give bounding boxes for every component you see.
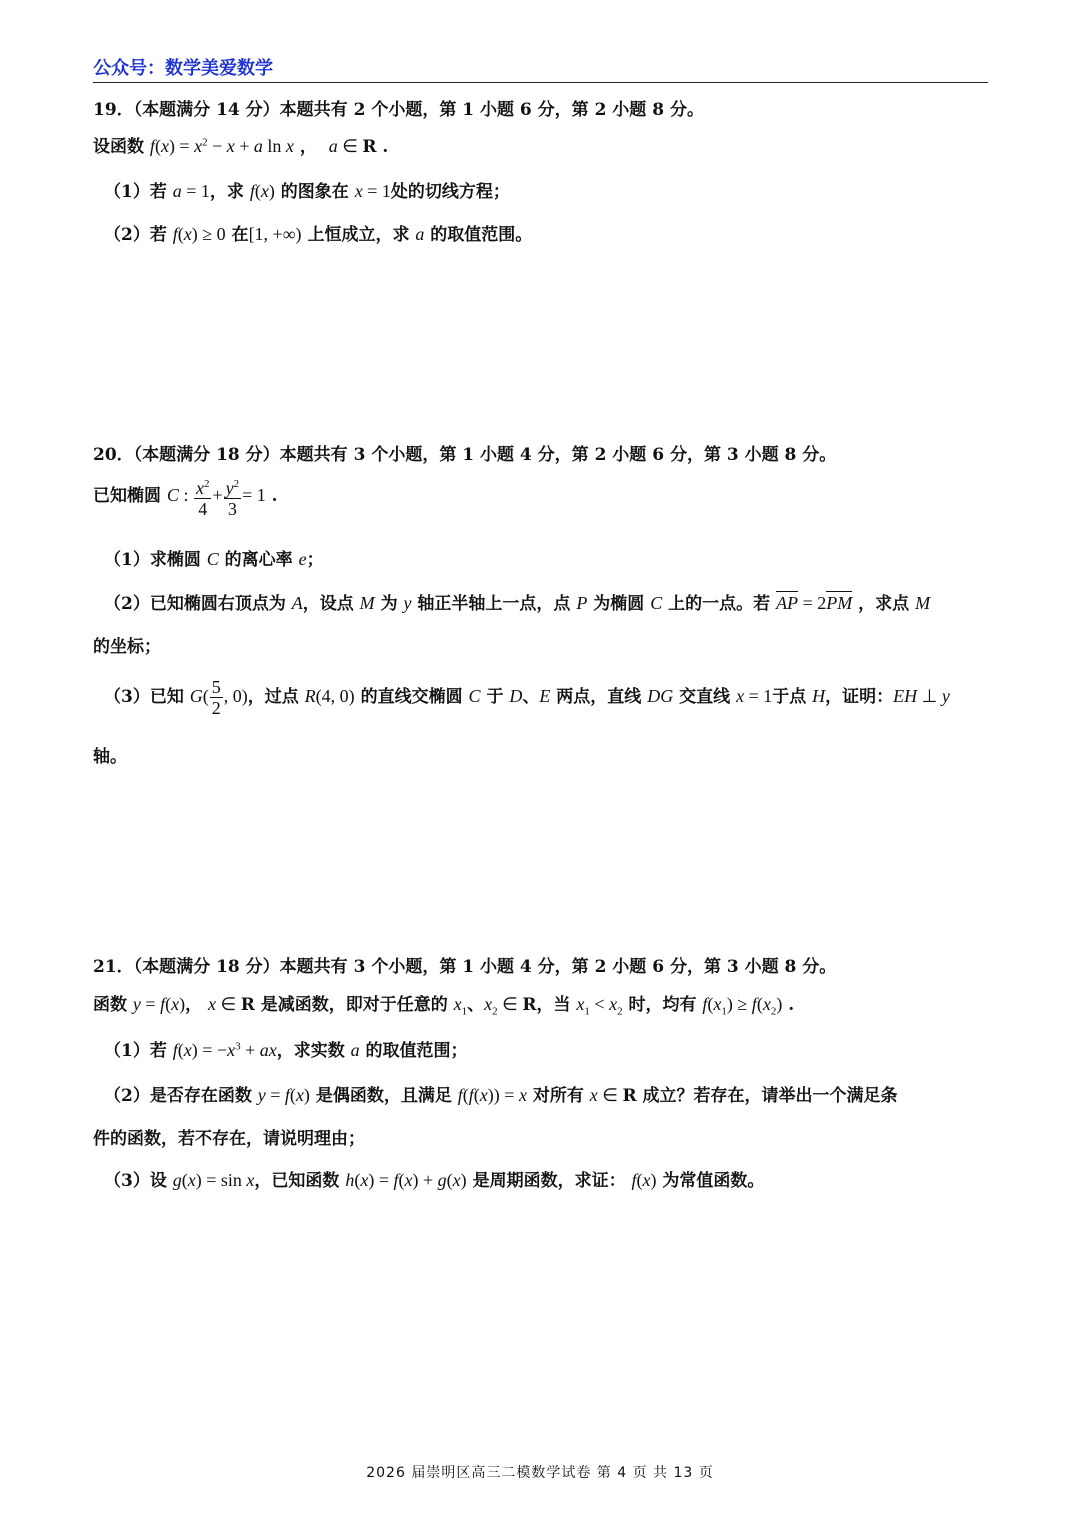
header-title: 公众号：数学美爱数学 — [93, 58, 273, 79]
q21-part1: （1）若 $f(x) = -x^3$ + ax，求实数 a 的取值范围； — [104, 1040, 468, 1061]
q20-part3: （3）已知 G( $\frac{5}{2}$ , 0)，过点 R(4, 0) 的直线交椭圆 C 于 D、E 两点，直线 DG 交直线 x = 1于点 H，证明：EH ⊥ y — [104, 677, 950, 718]
q21-stem: 函数 y = f(x)， x ∈ R 是减函数，即对于任意的 $x_1$、$x_2$ ∈ R，当 $x_1 < x_2$ 时，均有 $f(x_1) \ge f(x_2)$ . — [93, 994, 795, 1018]
q20-part1: （1）求椭圆 C 的离心率 e； — [104, 549, 324, 570]
q20-heading: 20．（本题满分 18 分）本题共有 3 个小题，第 1 小题 4 分，第 2 小题 6 分，第 3 小题 8 分。 — [93, 445, 837, 465]
q21-part2: （2）是否存在函数 y = f(x) 是偶函数，且满足 f(f(x)) = x 对所有 x ∈ R 成立？若存在，请举出一个满足条 — [104, 1085, 898, 1106]
page-header — [93, 54, 988, 83]
q21-part3: （3）设 g(x) = sin x，已知函数 h(x) = f(x) + g(x) 是周期函数，求证： f(x) 为常值函数。 — [104, 1170, 765, 1191]
page-footer: 2026 届崇明区高三二模数学试卷 第 4 页 共 13 页 — [366, 1465, 714, 1481]
q19-heading: 19．（本题满分 14 分）本题共有 2 个小题，第 1 小题 6 分，第 2 小题 8 分。 — [93, 100, 704, 120]
q20-part3-cont: 轴。 — [93, 747, 127, 767]
q19-stem: 设函数 $f(x) = x^2 - x + a$ ln x ， a ∈ R . — [93, 136, 389, 157]
q20-part2: （2）已知椭圆右顶点为 A，设点 M 为 y 轴正半轴上一点，点 P 为椭圆 C 上的一点。若 AP = 2PM ，求点 M — [104, 593, 931, 614]
q21-part2-cont: 件的函数，若不存在，请说明理由； — [93, 1129, 365, 1149]
q20-part2-cont: 的坐标； — [93, 637, 161, 657]
q19-part1: （1）若 a = 1，求 f(x) 的图象在 x = 1处的切线方程； — [104, 181, 510, 202]
q20-stem: 已知椭圆 C : $\frac{x^2}{4}$ + $\frac{y^2}{3}$ = 1 . — [93, 474, 278, 519]
q19-part2: （2）若 f(x) ≥ 0 在[1, +∞) 上恒成立，求 a 的取值范围。 — [104, 224, 533, 245]
q21-heading: 21．（本题满分 18 分）本题共有 3 个小题，第 1 小题 4 分，第 2 小题 6 分，第 3 小题 8 分。 — [93, 957, 837, 977]
